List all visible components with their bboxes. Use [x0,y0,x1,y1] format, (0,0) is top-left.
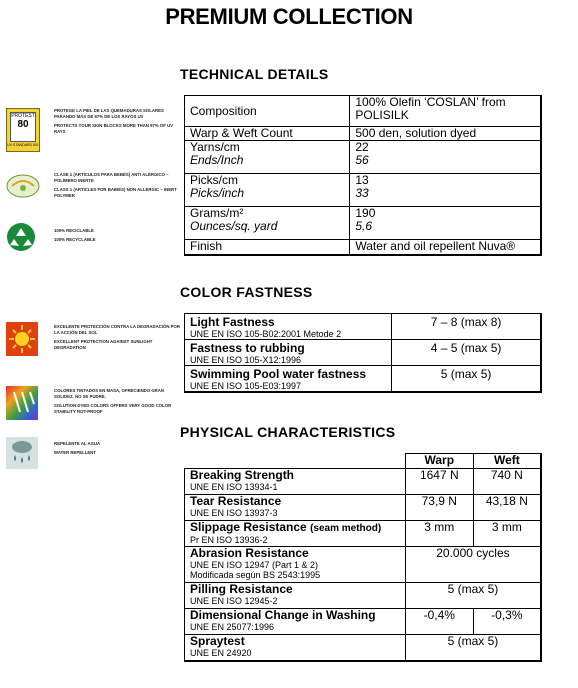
physical-row [185,547,542,583]
color-fastness-standard: UNE EN ISO 105-E03:1997 [190,381,302,391]
physical-standard: UNE EN ISO 12947 (Part 1 & 2) [190,560,319,570]
physical-standard: UNE EN 25077:1996 [190,622,275,632]
sun-fastness-text [54,324,184,351]
solution-dyed-icon [6,386,38,420]
color-fastness-standard: UNE EN ISO 105-B02:2001 Metode 2 [190,329,342,339]
uv-protection-en: PROTECTS YOUR SKIN BLOCKS MORE THAN 97% OF UV RAYS [54,123,174,134]
water-repellent-text [54,441,184,456]
physical-row [185,635,542,661]
technical-label-pair [185,141,350,174]
technical-label: Picks/cm [190,173,238,187]
physical-label-cell [185,583,406,609]
water-repellent-icon [6,437,38,469]
physical-standard: Pr EN ISO 13936-2 [190,535,268,545]
physical-label: Slippage Resistance [190,520,307,534]
technical-label: Composition [185,96,350,127]
technical-label-imperial: Ounces/sq. yard [190,219,278,233]
physical-row [185,583,542,609]
technical-value-imperial: 56 [355,153,369,167]
color-fastness-row [185,366,542,393]
physical-label: Abrasion Resistance [190,546,309,560]
physical-value: 5 (max 5) [405,635,541,661]
technical-value: Water and oil repellent Nuva® [350,240,541,255]
color-fastness-label-cell [185,366,392,393]
physical-standard: UNE EN ISO 13937-3 [190,508,278,518]
physical-warp-value: 3 mm [405,521,473,547]
color-fastness-value: 5 (max 5) [392,366,541,393]
babies-class-text [54,172,184,199]
technical-label: Warp & Weft Count [185,127,350,141]
color-fastness-row [185,340,542,366]
physical-label-cell [185,469,406,495]
technical-value-pair [350,174,541,207]
technical-value-pair [350,207,541,240]
color-fastness-value: 7 – 8 (max 8) [392,314,541,340]
uv-protection-es: PROTEGE LA PIEL DE LAS QUEMADURAS SOLARES PARANDO MÁS DE 97% DE LOS RAYOS UV [54,108,164,119]
technical-row [185,96,542,127]
recycle-en: 100% RECYCLABLE [54,237,96,242]
technical-row [185,174,542,207]
physical-characteristics-table [184,453,542,662]
physical-row [185,521,542,547]
technical-label-imperial: Picks/inch [190,186,245,200]
physical-value: 20.000 cycles [405,547,541,583]
recycle-icon [6,222,42,256]
section-title-physical: PHYSICAL CHARACTERISTICS [180,424,396,440]
sun-fastness-en: EXCELLENT PROTECTION AGAINST SUNLIGHT DEGRADATION [54,339,153,350]
solution-dyed-es: COLORES TINTADOS EN MASA, OFRECIENDO GRAN SOLIDEZ. NO SE PUDRE. [54,388,164,399]
technical-label: Yarns/cm [190,140,240,154]
physical-label-cell [185,547,406,583]
header-warp: Warp [405,454,473,469]
physical-warp-value: -0,4% [405,609,473,635]
solution-dyed-en: SOLUTION DYED COLORS OFFERS VERY GOOD COLOR STABILITY ROT-PROOF [54,403,172,414]
babies-class-es: CLASE 1 (ARTÍCULOS PARA BEBÉS) ANTI ALÉRGICO – POLÍMERO INERTE [54,172,169,183]
color-fastness-value: 4 – 5 (max 5) [392,340,541,366]
physical-label-cell [185,495,406,521]
recycle-es: 100% RECICLABLE [54,228,94,233]
babies-class-icon [6,174,40,198]
sun-fastness-icon [6,322,38,356]
technical-label-pair [185,174,350,207]
color-fastness-label: Light Fastness [190,315,275,329]
physical-standard: UNE EN 24920 [190,648,252,658]
technical-value-pair [350,141,541,174]
technical-value: 13 [355,173,369,187]
technical-value: 190 [355,206,376,220]
uv-protection-icon [6,108,40,152]
physical-weft-value: 3 mm [473,521,541,547]
technical-row [185,141,542,174]
physical-label-cell [185,609,406,635]
uv-protection-text [54,108,184,135]
uv-badge-value: 80 [17,119,29,130]
physical-warp-value: 1647 N [405,469,473,495]
technical-value: 100% Olefin ‘COSLAN’ from POLISILK [350,96,541,127]
color-fastness-standard: UNE EN ISO 105-X12:1996 [190,355,302,365]
color-fastness-label-cell [185,314,392,340]
physical-row [185,469,542,495]
physical-row [185,495,542,521]
technical-value: 22 [355,140,369,154]
physical-standard: UNE EN ISO 12945-2 [190,596,278,606]
physical-weft-value: -0,3% [473,609,541,635]
color-fastness-label: Swimming Pool water fastness [190,367,367,381]
water-repellent-en: WATER REPELLENT [54,450,96,455]
technical-label-pair [185,207,350,240]
physical-label: Spraytest [190,634,245,648]
physical-label-cell [185,635,406,661]
physical-label: Breaking Strength [190,468,295,482]
technical-row [185,240,542,255]
physical-label: Tear Resistance [190,494,282,508]
color-fastness-row [185,314,542,340]
technical-value-imperial: 33 [355,186,369,200]
physical-weft-value: 43,18 N [473,495,541,521]
physical-header-row [185,454,542,469]
color-fastness-label-cell [185,340,392,366]
physical-label: Pilling Resistance [190,582,293,596]
color-fastness-label: Fastness to rubbing [190,341,305,355]
technical-details-table [184,95,542,256]
technical-value-imperial: 5,6 [355,219,373,233]
physical-weft-value: 740 N [473,469,541,495]
physical-label-suffix: (seam method) [310,523,382,534]
babies-class-en: CLASS 1 (ARTICLES FOR BABIES) NON ALLERGIC – INERT POLYMER [54,187,177,198]
technical-label: Grams/m² [190,206,244,220]
physical-row [185,609,542,635]
physical-value: 5 (max 5) [405,583,541,609]
water-repellent-es: REPELENTE AL AGUA [54,441,101,446]
technical-label-imperial: Ends/Inch [190,153,244,167]
solution-dyed-text [54,388,184,415]
recycle-text [54,228,184,243]
uv-badge-bottom: UV STANDARD 801 [7,143,39,147]
uv-badge-top: PROTEST [11,113,35,119]
color-fastness-table [184,313,542,393]
section-title-color: COLOR FASTNESS [180,284,313,300]
physical-header-blank [185,454,406,469]
physical-label-cell [185,521,406,547]
section-title-technical: TECHNICAL DETAILS [180,66,329,82]
physical-standard-note: Modificada según BS 2543:1995 [190,570,321,580]
physical-warp-value: 73,9 N [405,495,473,521]
technical-row [185,207,542,240]
physical-standard: UNE EN ISO 13934-1 [190,482,278,492]
sun-fastness-es: EXCELENTE PROTECCIÓN CONTRA LA DEGRADACIÓN POR LA ACCIÓN DEL SOL [54,324,180,335]
header-weft: Weft [473,454,541,469]
technical-row [185,127,542,141]
physical-label: Dimensional Change in Washing [190,608,376,622]
technical-label: Finish [185,240,350,255]
technical-value: 500 den, solution dyed [350,127,541,141]
page-title: PREMIUM COLLECTION [165,4,413,29]
